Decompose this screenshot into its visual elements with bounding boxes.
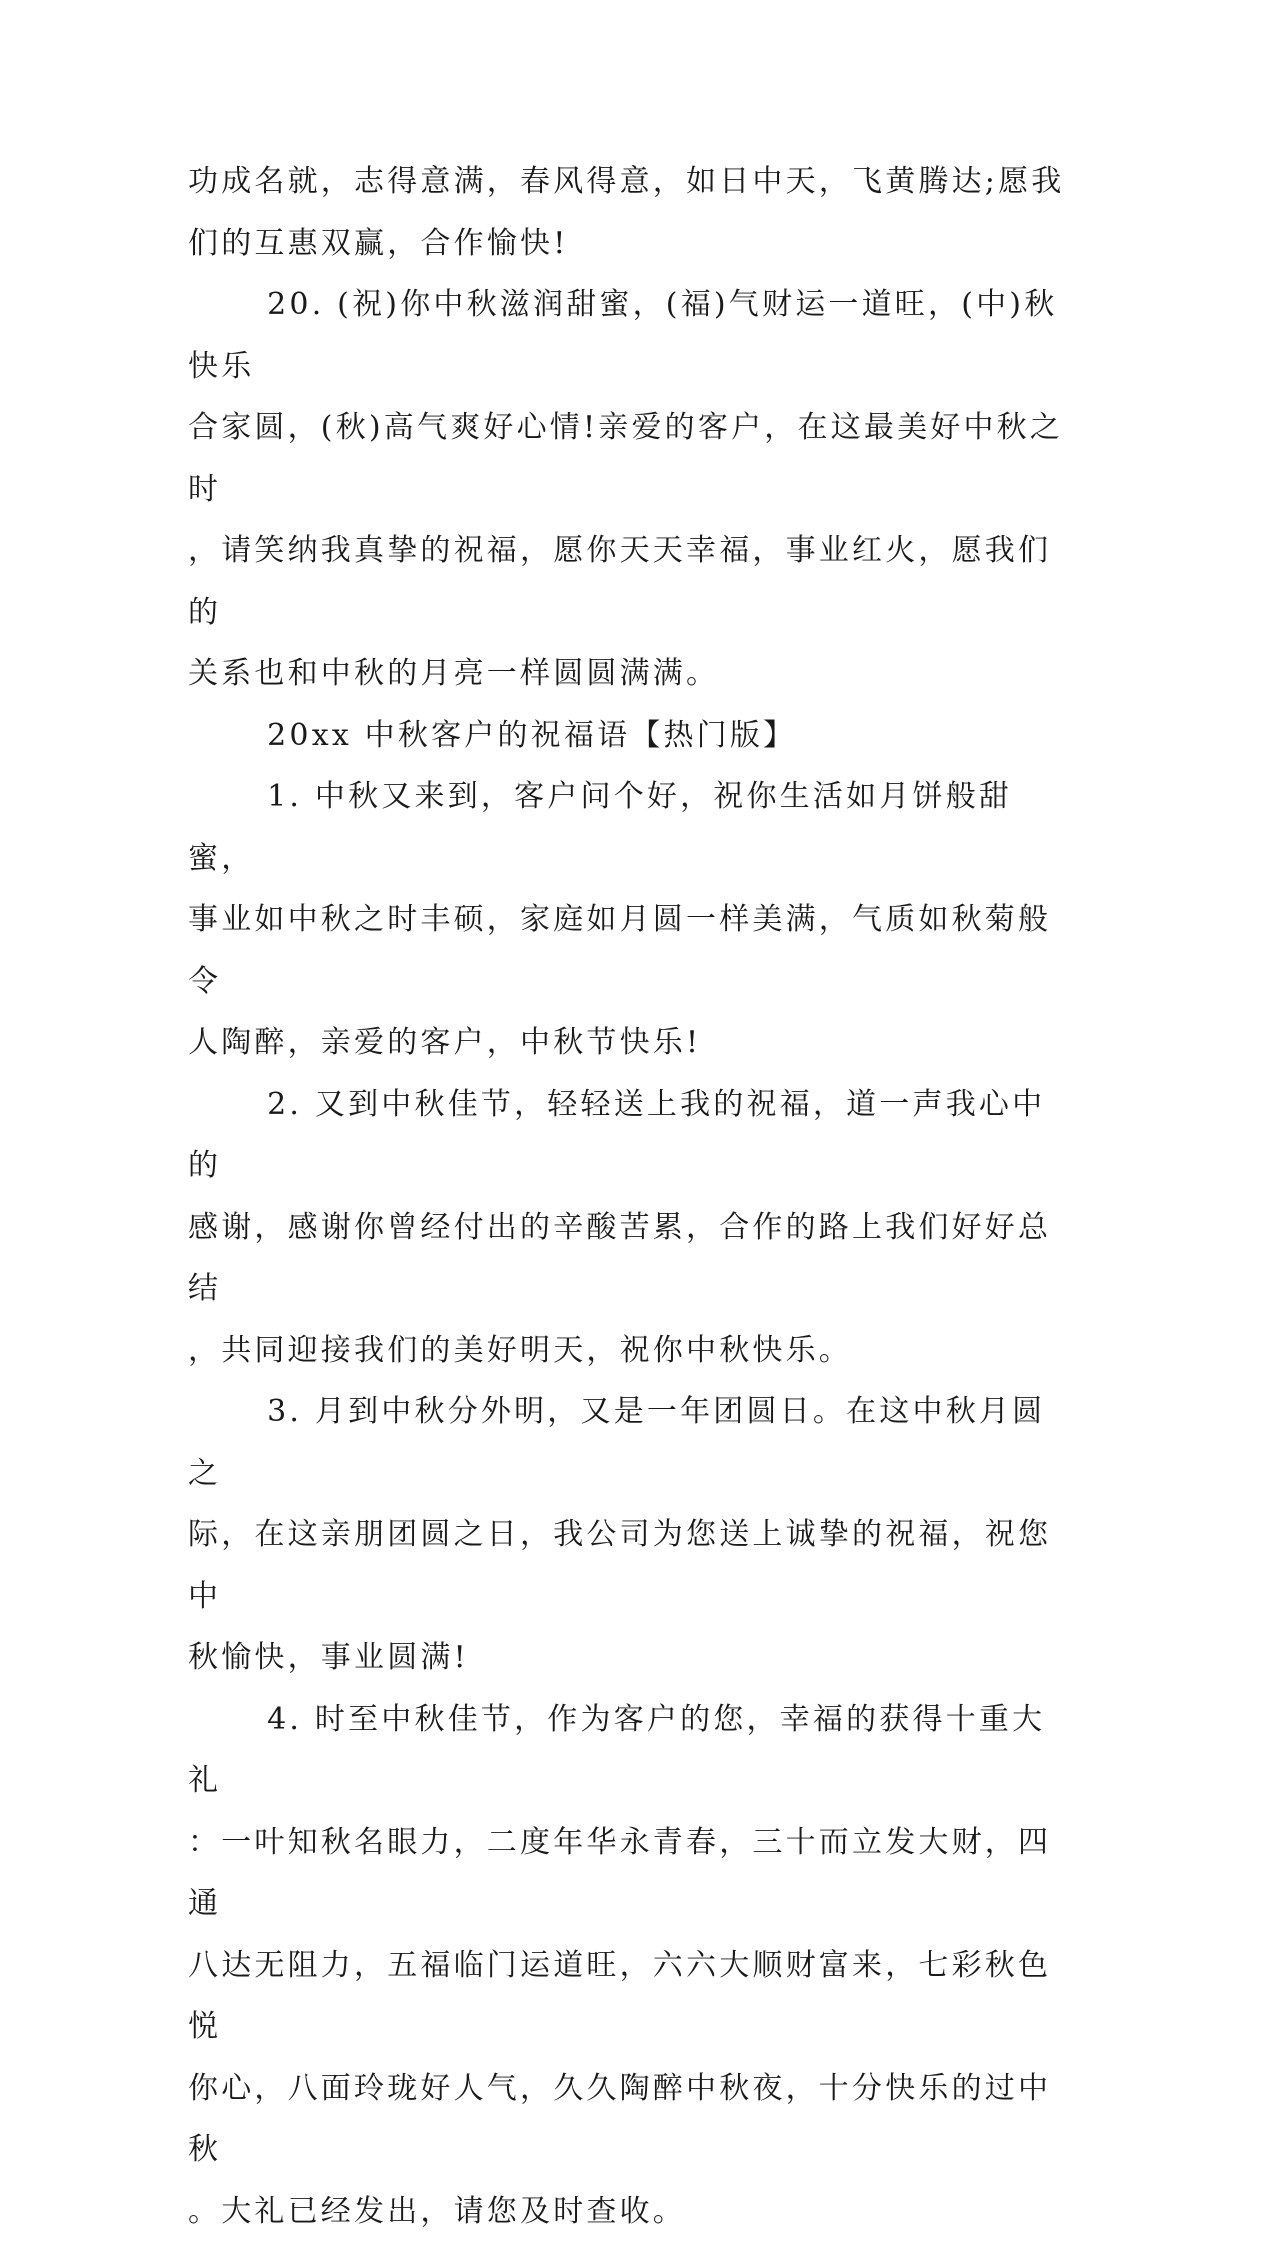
paragraph-item-2: 2. 又到中秋佳节，轻轻送上我的祝福，道一声我心中的 感谢，感谢你曾经付出的辛酸苦累，合作的路上我们好好总结 ，共同迎接我们的美好明天，祝你中秋快乐。 bbox=[188, 1074, 1068, 1382]
paragraph-item-4: 4. 时至中秋佳节，作为客户的您，幸福的获得十重大礼 ：一叶知秋名眼力，二度年华永青春，三十而立发大财，四通 八达无阻力，五福临门运道旺，六六大顺财富来，七彩秋色悦 你心，八面玲珑好人气，久久陶醉中秋夜，十分快乐的过中秋 。大礼已经发出，请您及时查收。 bbox=[188, 1689, 1068, 2242]
paragraph-continuation: 功成名就，志得意满，春风得意，如日中天，飞黄腾达;愿我 们的互惠双赢，合作愉快! bbox=[188, 151, 1068, 274]
paragraph-item-3: 3. 月到中秋分外明，又是一年团圆日。在这中秋月圆之 际，在这亲朋团圆之日，我公司为您送上诚挚的祝福，祝您中 秋愉快，事业圆满! bbox=[188, 1381, 1068, 1689]
section-heading: 20xx 中秋客户的祝福语【热门版】 bbox=[188, 705, 1068, 767]
paragraph-item-1: 1. 中秋又来到，客户问个好，祝你生活如月饼般甜蜜， 事业如中秋之时丰硕，家庭如月圆一样美满，气质如秋菊般令 人陶醉，亲爱的客户，中秋节快乐! bbox=[188, 766, 1068, 1074]
document-body bbox=[188, 151, 1068, 2242]
paragraph-item-20: 20. (祝)你中秋滋润甜蜜，(福)气财运一道旺，(中)秋快乐 合家圆，(秋)高气爽好心情!亲爱的客户，在这最美好中秋之时 ，请笑纳我真挚的祝福，愿你天天幸福，事业红火，愿我们的 关系也和中秋的月亮一样圆圆满满。 bbox=[188, 274, 1068, 705]
